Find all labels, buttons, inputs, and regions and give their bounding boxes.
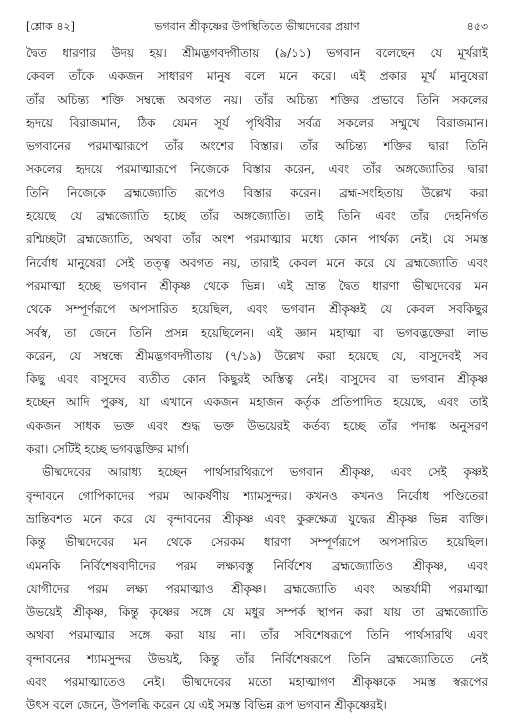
text-line: বৃন্দাবনের শ্যামসুন্দর উভয়ই, কিন্তু তাঁর নির্বিশেষরূপে তিনি ব্রহ্মজ্যোতিতে নেই: [26, 651, 488, 666]
text-line: পরমাত্মা হচ্ছে ভগবান শ্রীকৃষ্ণ থেকে ভিন্ন। এই ভ্রান্ত দ্বৈত ধারণা ভীষ্মদেবের মন: [26, 278, 488, 293]
text-line: সর্বস্ব, তা জেনে তিনি প্রসন্ন হয়েছিলেন। এই জ্ঞান মহাত্মা বা ভগবদ্ভক্তেরা লাভ: [26, 325, 488, 340]
paragraph-1: [26, 42, 488, 461]
text-line: অথবা পরমাত্মার সঙ্গে করা যায় না। তাঁর সবিশেষরূপে তিনি পার্থসারথি এবং: [26, 628, 488, 643]
text-line: কিছু এবং বাসুদেব ব্যতীত কোন কিছুরই অস্তিত্ব নেই। বাসুদেব বা ভগবান শ্রীকৃষ্ণ: [26, 372, 488, 387]
text-line: তিনি নিজেকে ব্রহ্মজ্যোতি রূপেও বিস্তার করেন। ব্রহ্ম-সংহিতায় উল্লেখ করা: [26, 185, 488, 200]
text-line: যোগীদের পরম লক্ষ্য পরমাত্মাও শ্রীকৃষ্ণ। ব্রহ্মজ্যোতি এবং অন্তর্যামী পরমাত্মা: [26, 581, 488, 596]
text-line: থেকে সম্পূর্ণরূপে অপসারিত হয়েছিল, এবং ভগবান শ্রীকৃষ্ণই যে কেবল সবকিছুর: [26, 302, 488, 317]
text-line: সকলের হৃদয়ে পরমাত্মারূপে নিজেকে বিস্তার করেন, এবং তাঁর অঙ্গজ্যোতির দ্বারা: [26, 162, 488, 177]
text-line: হয়েছে যে ব্রহ্মজ্যোতি হচ্ছে তাঁর অঙ্গজ্যোতি। তাই তিনি এবং তাঁর দেহনির্গত: [26, 209, 488, 224]
text-line: করা। সেটিই হচ্ছে ভগবদ্ভক্তির মার্গ।: [26, 442, 190, 457]
text-line: ভ্রান্তিবশত মনে করে যে বৃন্দাবনের শ্রীকৃষ্ণ এবং কুরুক্ষেত্র যুদ্ধের শ্রীকৃষ্ণ ভিন্ন ব্যক্তি।: [26, 511, 488, 526]
verse-reference: [শ্লোক ৪২]: [26, 20, 75, 33]
text-line: এবং পরমাত্মাতেও নেই। ভীষ্মদেবের মতো মহাত্মাগণ শ্রীকৃষ্ণকে সমস্ত স্বরূপের: [26, 675, 488, 690]
text-line: বৃন্দাবনে গোপিকাদের পরম আকর্ষণীয় শ্যামসুন্দর। কখনও কখনও নির্বোধ পণ্ডিতেরা: [26, 488, 488, 503]
text-line: তাঁর অচিন্ত্য শক্তি সম্বন্ধে অবগত নয়। তাঁর অচিন্ত্য শক্তির প্রভাবে তিনি সকলের: [26, 92, 488, 107]
text-line: দ্বৈত ধারণার উদয় হয়। শ্রীমদ্ভগবদ্গীতায় (৯/১১) ভগবান বলেছেন যে মূর্খরাই: [26, 46, 488, 60]
paragraph-2: [26, 461, 488, 717]
text-line: একজন সাধক ভক্ত এবং শুদ্ধ ভক্ত উভয়েরই কর্তব্য হচ্ছে তাঁর পদাঙ্ক অনুসরণ: [26, 418, 488, 433]
text-line: ভগবানের পরমাত্মারূপে তাঁর অংশের বিস্তার। তাঁর অচিন্ত্য শক্তির দ্বারা তিনি: [26, 139, 488, 154]
running-title: ভগবান শ্রীকৃষ্ণের উপস্থিতিতে ভীষ্মদেবের প্রয়াণ: [154, 20, 360, 33]
text-line: হৃদয়ে বিরাজমান, ঠিক যেমন সূর্য পৃথিবীর সর্বত্র সকলের সম্মুখে বিরাজমান।: [26, 115, 488, 130]
running-header: [26, 18, 488, 36]
text-line: রশ্মিচ্ছটা ব্রহ্মজ্যোতি, অথবা তাঁর অংশ পরমাত্মার মধ্যে কোন পার্থক্য নেই। যে সমস্ত: [26, 232, 488, 247]
text-line: কেবল তাঁকে একজন সাধারণ মানুষ বলে মনে করে। এই প্রকার মূর্খ মানুষেরা: [26, 69, 488, 84]
text-line: উৎস বলে জেনে, উপলব্ধি করেন যে এই সমস্ত বিভিন্ন রূপ ভগবান শ্রীকৃষ্ণেরই।: [26, 698, 387, 713]
body-text: [26, 42, 488, 718]
text-line: হচ্ছেন আদি পুরুষ, যা এখানে একজন মহাজন কর্তৃক প্রতিপাদিত হয়েছে, এবং তাই: [26, 395, 488, 410]
text-line: ভীষ্মদেবের আরাধ্য হচ্ছেন পার্থসারথিরূপে ভগবান শ্রীকৃষ্ণ, এবং সেই কৃষ্ণই: [42, 465, 488, 480]
text-line: এমনকি নির্বিশেষবাদীদের পরম লক্ষ্যবস্তু নির্বিশেষ ব্রহ্মজ্যোতিও শ্রীকৃষ্ণ, এবং: [26, 558, 488, 573]
page-number: ৪৫৩: [466, 20, 488, 33]
text-line: কিন্তু ভীষ্মদেবের মন থেকে সেরকম ধারণা সম্পূর্ণরূপে অপসারিত হয়েছিল।: [26, 535, 488, 550]
text-line: উভয়েই শ্রীকৃষ্ণ, কিন্তু কৃষ্ণের সঙ্গে যে মধুর সম্পর্ক স্থাপন করা যায় তা ব্রহ্মজ্যোতি: [26, 605, 488, 620]
text-line: করেন, যে সম্বন্ধে শ্রীমদ্ভগবদ্গীতায় (৭/১৯) উল্লেখ করা হয়েছে যে, বাসুদেবই সব: [26, 348, 488, 363]
text-line: নির্বোধ মানুষেরা সেই তত্ত্ব অবগত নয়, তারাই কেবল মনে করে যে ব্রহ্মজ্যোতি এবং: [26, 255, 488, 270]
